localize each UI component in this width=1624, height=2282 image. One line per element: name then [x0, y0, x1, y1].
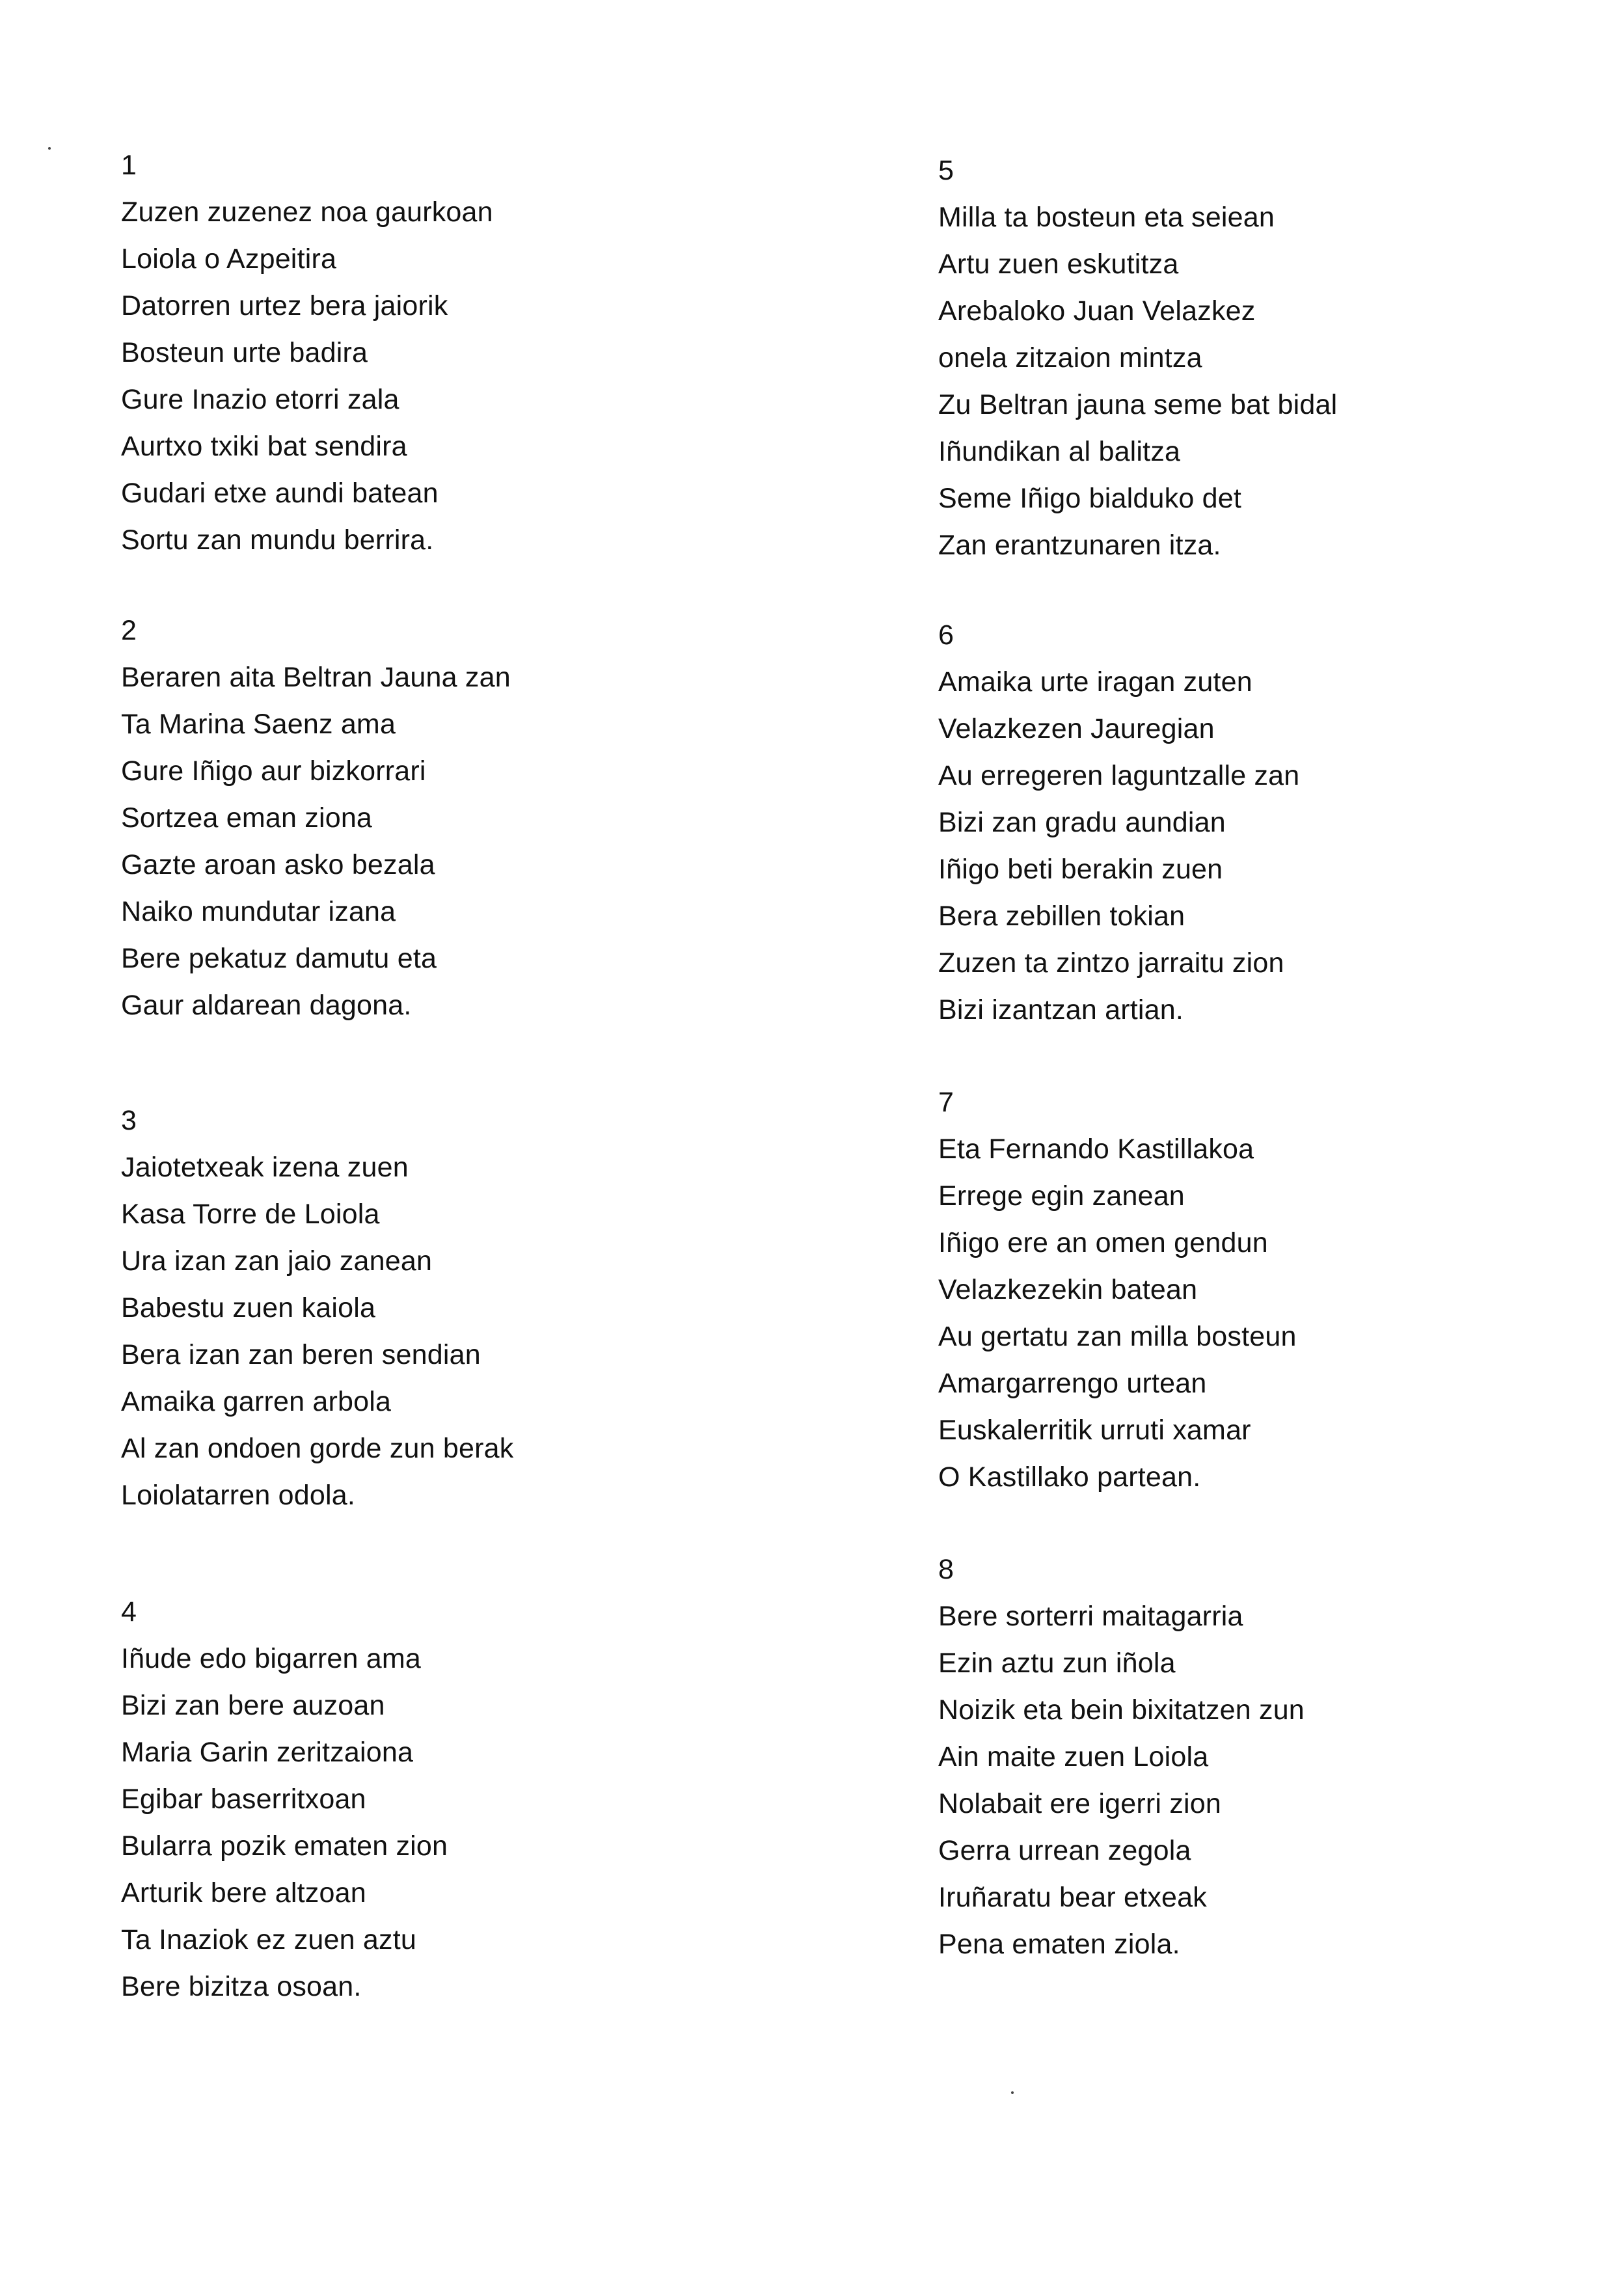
verse-line: Gure Iñigo aur bizkorrari	[121, 755, 426, 787]
verse-line: Bularra pozik ematen zion	[121, 1830, 448, 1862]
verse-line: Ta Marina Saenz ama	[121, 709, 396, 740]
verse-line: Al zan ondoen gorde zun berak	[121, 1433, 514, 1464]
verse-line: Bosteun urte badira	[121, 337, 368, 368]
verse-number: 5	[938, 155, 954, 186]
verse-number: 3	[121, 1105, 137, 1136]
verse-number: 2	[121, 615, 137, 646]
verse-6	[938, 612, 1299, 1033]
verse-line: Iñude edo bigarren ama	[121, 1643, 422, 1674]
verse-2	[121, 607, 511, 1029]
verse-number: 8	[938, 1554, 954, 1585]
verse-line: Ura izan zan jaio zanean	[121, 1245, 433, 1277]
verse-line: Artu zuen eskutitza	[938, 249, 1179, 280]
verse-1	[121, 142, 493, 564]
verse-line: Bera zebillen tokian	[938, 901, 1185, 932]
verse-line: Gaur aldarean dagona.	[121, 990, 412, 1021]
verse-line: Euskalerritik urruti xamar	[938, 1415, 1251, 1446]
verse-line: Amargarrengo urtean	[938, 1368, 1207, 1399]
verse-number: 7	[938, 1087, 954, 1118]
verse-line: Gure Inazio etorri zala	[121, 384, 399, 415]
verse-line: Loiolatarren odola.	[121, 1480, 355, 1511]
verse-line: onela zitzaion mintza	[938, 342, 1202, 374]
verse-number: 6	[938, 619, 954, 651]
verse-line: Gerra urrean zegola	[938, 1835, 1191, 1866]
verse-line: Aurtxo txiki bat sendira	[121, 431, 407, 462]
verse-7	[938, 1079, 1297, 1501]
verse-line: Seme Iñigo bialduko det	[938, 483, 1241, 514]
verse-line: Noizik eta bein bixitatzen zun	[938, 1694, 1305, 1726]
verse-line: Gudari etxe aundi batean	[121, 478, 439, 509]
verse-number: 1	[121, 150, 137, 181]
verse-line: Arturik bere altzoan	[121, 1877, 366, 1908]
verse-line: Zan erantzunaren itza.	[938, 530, 1221, 561]
verse-line: Beraren aita Beltran Jauna zan	[121, 662, 511, 693]
verse-line: Nolabait ere igerri zion	[938, 1788, 1222, 1819]
verse-line: Pena ematen ziola.	[938, 1929, 1180, 1960]
verse-line: Bizi izantzan artian.	[938, 994, 1184, 1026]
verse-line: Bere sorterri maitagarria	[938, 1601, 1243, 1632]
verse-line: Loiola o Azpeitira	[121, 243, 337, 275]
verse-4	[121, 1588, 448, 2010]
verse-line: O Kastillako partean.	[938, 1461, 1201, 1493]
verse-line: Errege egin zanean	[938, 1180, 1185, 1212]
verse-line: Bera izan zan beren sendian	[121, 1339, 481, 1370]
verse-line: Velazkezekin batean	[938, 1274, 1198, 1305]
verse-line: Au erregeren laguntzalle zan	[938, 760, 1300, 791]
verse-line: Zu Beltran jauna seme bat bidal	[938, 389, 1338, 420]
verse-line: Bere bizitza osoan.	[121, 1971, 362, 2002]
verse-line: Zuzen ta zintzo jarraitu zion	[938, 947, 1284, 979]
verse-line: Maria Garin zeritzaiona	[121, 1737, 414, 1768]
verse-line: Kasa Torre de Loiola	[121, 1199, 380, 1230]
verse-line: Jaiotetxeak izena zuen	[121, 1152, 409, 1183]
verse-line: Au gertatu zan milla bosteun	[938, 1321, 1297, 1352]
verse-line: Babestu zuen kaiola	[121, 1292, 376, 1324]
verse-line: Ta Inaziok ez zuen aztu	[121, 1924, 416, 1955]
verse-line: Zuzen zuzenez noa gaurkoan	[121, 197, 493, 228]
verse-line: Iruñaratu bear etxeak	[938, 1882, 1207, 1913]
verse-line: Milla ta bosteun eta seiean	[938, 202, 1275, 233]
verse-line: Bizi zan gradu aundian	[938, 807, 1226, 838]
scan-speck	[48, 147, 51, 150]
verse-line: Sortzea eman ziona	[121, 802, 373, 834]
verse-line: Datorren urtez bera jaiorik	[121, 290, 448, 321]
verse-number: 4	[121, 1596, 137, 1627]
verse-line: Bere pekatuz damutu eta	[121, 943, 437, 974]
verse-line: Ain maite zuen Loiola	[938, 1741, 1209, 1773]
verse-line: Arebaloko Juan Velazkez	[938, 295, 1256, 327]
verse-line: Eta Fernando Kastillakoa	[938, 1134, 1254, 1165]
verse-line: Amaika garren arbola	[121, 1386, 392, 1417]
verse-line: Iñigo ere an omen gendun	[938, 1227, 1268, 1258]
verse-line: Naiko mundutar izana	[121, 896, 396, 927]
verse-line: Sortu zan mundu berrira.	[121, 524, 434, 556]
verse-line: Amaika urte iragan zuten	[938, 666, 1252, 698]
verse-8	[938, 1546, 1305, 1968]
verse-line: Egibar baserritxoan	[121, 1784, 366, 1815]
verse-5	[938, 147, 1337, 569]
verse-3	[121, 1097, 513, 1519]
verse-line: Gazte aroan asko bezala	[121, 849, 435, 880]
verse-line: Iñigo beti berakin zuen	[938, 854, 1223, 885]
scan-speck	[1011, 2091, 1014, 2094]
verse-line: Velazkezen Jauregian	[938, 713, 1215, 744]
verse-line: Bizi zan bere auzoan	[121, 1690, 385, 1721]
verse-line: Iñundikan al balitza	[938, 436, 1181, 467]
verse-line: Ezin aztu zun iñola	[938, 1648, 1176, 1679]
